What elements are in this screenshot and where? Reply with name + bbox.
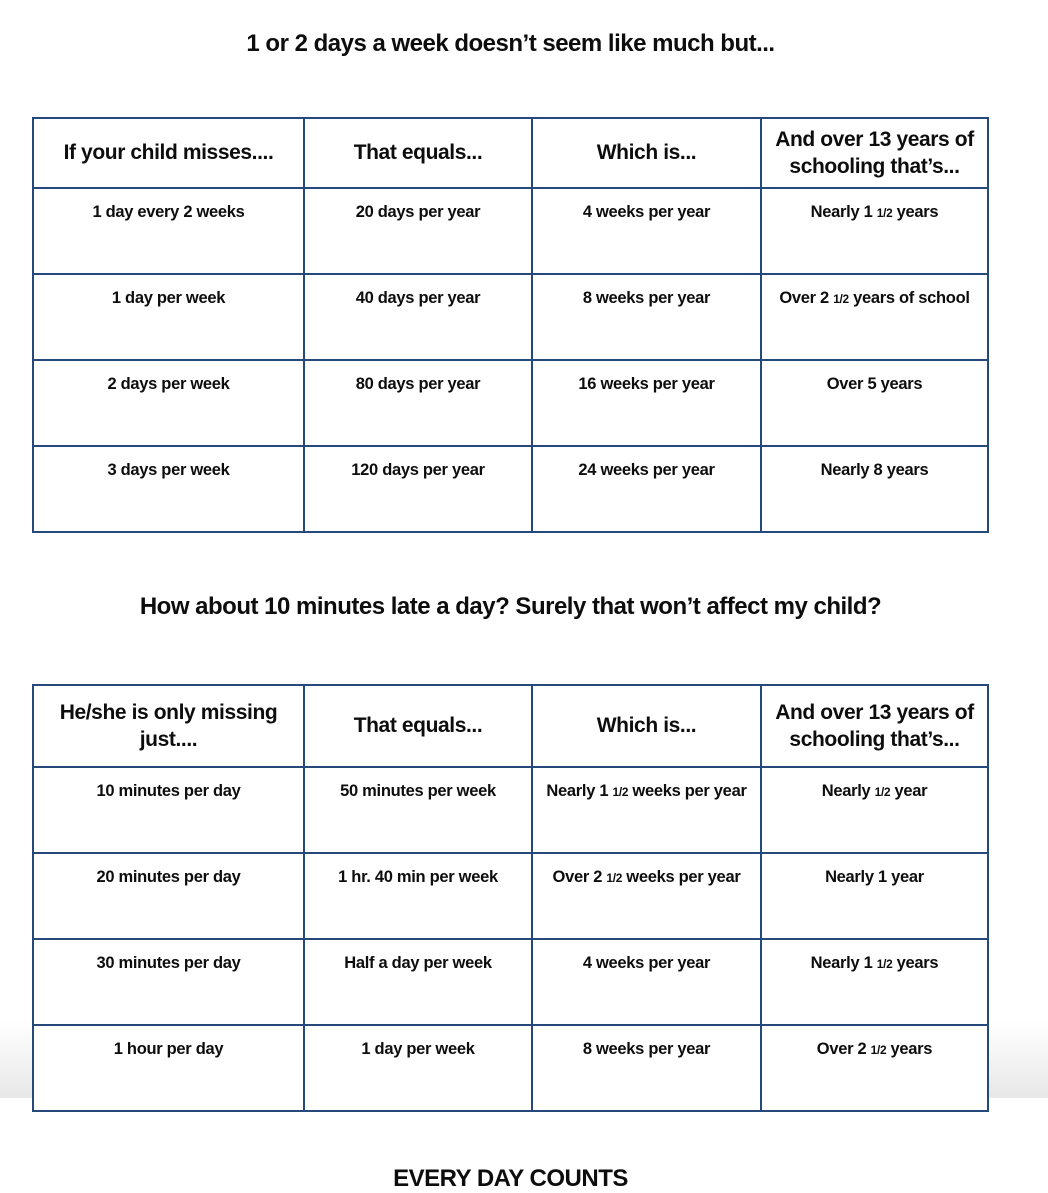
table-cell: 10 minutes per day xyxy=(33,767,304,853)
column-header-which-is: Which is... xyxy=(532,118,761,188)
column-header-that-equals: That equals... xyxy=(304,685,532,767)
table-row xyxy=(33,274,988,360)
days-missed-table xyxy=(32,117,989,533)
column-header-if-child-misses: If your child misses.... xyxy=(33,118,304,188)
table-cell: 4 weeks per year xyxy=(532,939,761,1025)
column-header-that-equals: That equals... xyxy=(304,118,532,188)
footer-slogan: EVERY DAY COUNTS xyxy=(393,1165,628,1192)
table-cell: 1 day per week xyxy=(304,1025,532,1111)
table-row xyxy=(33,853,988,939)
table-cell: Over 2 1/2 years xyxy=(761,1025,988,1111)
section-title-days-missed: 1 or 2 days a week doesn’t seem like much but... xyxy=(246,30,775,57)
column-header-only-missing: He/she is only missing just.... xyxy=(33,685,304,767)
table-cell: 1 day per week xyxy=(33,274,304,360)
table-cell: 2 days per week xyxy=(33,360,304,446)
table-cell: 30 minutes per day xyxy=(33,939,304,1025)
table-cell: 80 days per year xyxy=(304,360,532,446)
table-cell: Over 5 years xyxy=(761,360,988,446)
table-cell: Nearly 1 1/2 years xyxy=(761,939,988,1025)
table-cell: 1 hour per day xyxy=(33,1025,304,1111)
table-cell: 24 weeks per year xyxy=(532,446,761,532)
table-cell: 50 minutes per week xyxy=(304,767,532,853)
table-row xyxy=(33,360,988,446)
table-cell: Nearly 1/2 year xyxy=(761,767,988,853)
table-cell: 120 days per year xyxy=(304,446,532,532)
table-cell: 4 weeks per year xyxy=(532,188,761,274)
minutes-late-table xyxy=(32,684,989,1112)
table-cell: 16 weeks per year xyxy=(532,360,761,446)
table-cell: Over 2 1/2 years of school xyxy=(761,274,988,360)
table-header-row xyxy=(33,118,988,188)
table-cell: Nearly 8 years xyxy=(761,446,988,532)
page-content xyxy=(32,0,989,1193)
table-cell: 1 hr. 40 min per week xyxy=(304,853,532,939)
table-cell: 3 days per week xyxy=(33,446,304,532)
table-header-row xyxy=(33,685,988,767)
table-row xyxy=(33,446,988,532)
table-row xyxy=(33,767,988,853)
table-cell: Over 2 1/2 weeks per year xyxy=(532,853,761,939)
table-cell: Half a day per week xyxy=(304,939,532,1025)
table-cell: Nearly 1 year xyxy=(761,853,988,939)
table-cell: 20 days per year xyxy=(304,188,532,274)
table-row xyxy=(33,1025,988,1111)
table-cell: 40 days per year xyxy=(304,274,532,360)
column-header-over-13-years: And over 13 years of schooling that’s... xyxy=(761,685,988,767)
table-cell: Nearly 1 1/2 weeks per year xyxy=(532,767,761,853)
table-row xyxy=(33,188,988,274)
table-row xyxy=(33,939,988,1025)
table-cell: 1 day every 2 weeks xyxy=(33,188,304,274)
table-cell: 8 weeks per year xyxy=(532,274,761,360)
column-header-which-is: Which is... xyxy=(532,685,761,767)
table-cell: 20 minutes per day xyxy=(33,853,304,939)
table-cell: Nearly 1 1/2 years xyxy=(761,188,988,274)
table-cell: 8 weeks per year xyxy=(532,1025,761,1111)
column-header-over-13-years: And over 13 years of schooling that’s... xyxy=(761,118,988,188)
section-title-minutes-late: How about 10 minutes late a day? Surely that won’t affect my child? xyxy=(139,593,882,620)
